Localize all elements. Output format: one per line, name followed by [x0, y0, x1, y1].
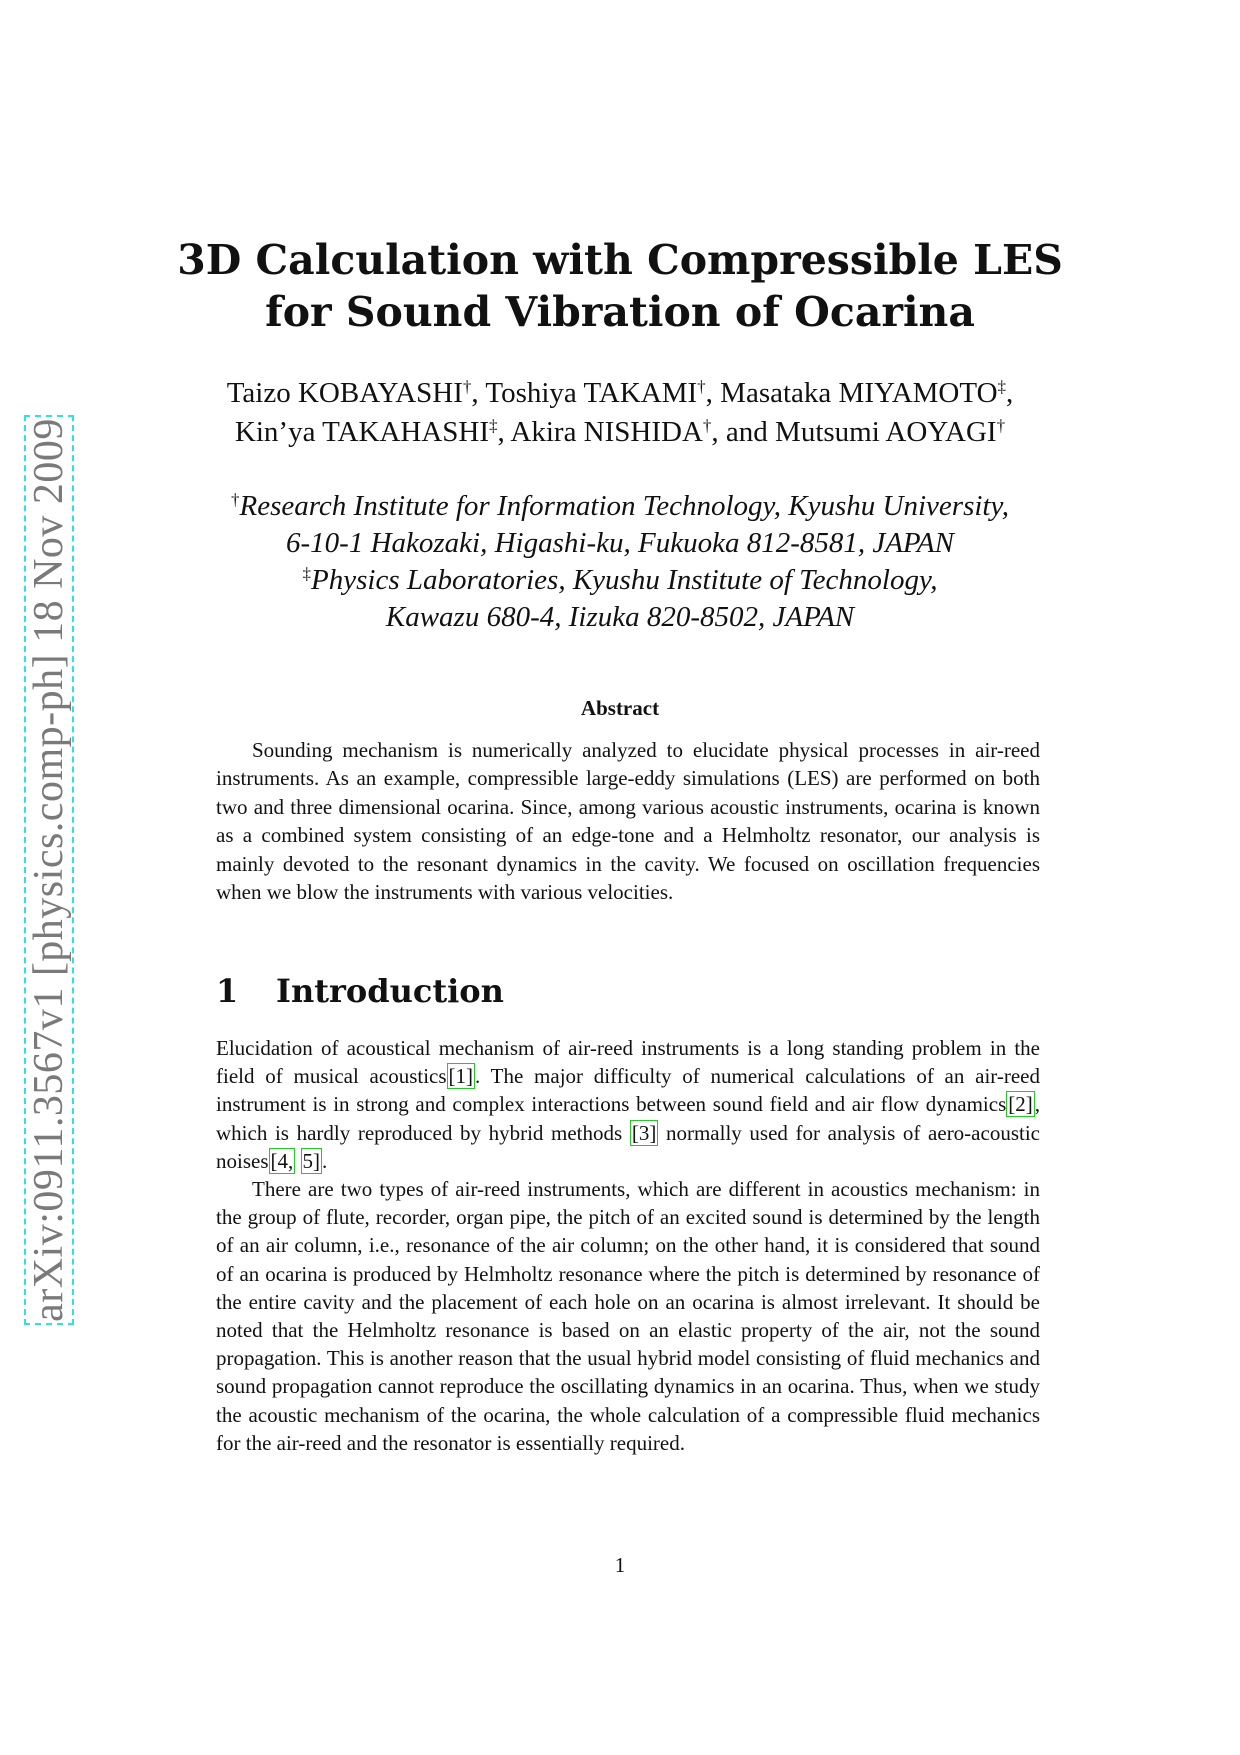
affiliation-mark: †	[702, 416, 712, 435]
section-heading	[216, 972, 504, 1010]
section-number: 1	[216, 972, 239, 1010]
introduction-body	[216, 1034, 1040, 1457]
author-name: Kin’ya TAKAHASHI	[234, 416, 489, 448]
abstract-heading: Abstract	[580, 696, 660, 720]
page-number: 1	[614, 1553, 626, 1577]
paragraph-text: .	[322, 1148, 328, 1173]
affiliation-mark: †	[462, 377, 472, 396]
affiliation-mark: †	[697, 377, 706, 396]
author-name: Mutsumi AOYAGI	[775, 416, 997, 448]
author-separator: ,	[497, 416, 511, 448]
affiliation-mark: ‡	[302, 564, 312, 583]
affiliation-text: Physics Laboratories, Kyushu Institute of Technology,	[311, 564, 938, 596]
paragraph-text: . The major difficulty of numerical calculations of an air-reed instrument is in strong and complex interactions between sound field and air flow dynamics	[216, 1064, 1040, 1117]
paragraph-text: , which is hardly reproduced by hybrid methods	[216, 1092, 1040, 1145]
paragraph	[216, 1034, 1040, 1175]
author-name: Toshiya TAKAMI	[485, 377, 698, 409]
author-separator: ,	[705, 377, 721, 409]
affiliation-mark: ‡	[997, 377, 1007, 396]
arxiv-identifier-text: arXiv:0911.3567v1 [physics.comp-ph] 18 Nov 2009	[26, 418, 72, 1322]
author-line-2	[0, 413, 1240, 452]
citation-link[interactable]: [1]	[448, 1064, 474, 1089]
affiliation-line-1	[0, 488, 1240, 525]
affiliation-line-2: 6-10-1 Hakozaki, Higashi-ku, Fukuoka 812-8581, JAPAN	[286, 527, 954, 559]
paragraph-text	[295, 1149, 300, 1173]
affiliation-text: Research Institute for Information Technology, Kyushu University,	[239, 490, 1009, 522]
title-line-1: 3D Calculation with Compressible LES	[177, 236, 1063, 284]
section-title: Introduction	[276, 972, 504, 1010]
paragraph: There are two types of air-reed instruments, which are different in acoustics mechanism: in the group of flute, recorder, organ pipe, the pitch of an excited sound is determined by the length of an air column, i.e., resonance of the air column; on the other hand, it is considered that sound of an ocarina is produced by Helmholtz resonance where the pitch is determined by resonance of the entire cavity and the placement of each hole on an ocarina is almost irrelevant. It should be noted that the Helmholtz resonance is based on an elastic property of the air, not the sound propagation. This is another reason that the usual hybrid model consisting of fluid mechanics and sound propagation cannot reproduce the oscillating dynamics in an ocarina. Thus, when we study the acoustic mechanism of the ocarina, the whole calculation of a compressible fluid mechanics for the air-reed and the resonator is essentially required.	[216, 1177, 1040, 1455]
paper-title	[0, 234, 1240, 338]
author-conjunction: , and	[711, 416, 776, 448]
affiliation-line-3	[0, 562, 1240, 599]
citation-link[interactable]: 5]	[302, 1148, 320, 1173]
citation-link[interactable]: [3]	[631, 1120, 657, 1145]
author-name: Akira NISHIDA	[510, 416, 703, 448]
affiliation-line-4: Kawazu 680-4, Iizuka 820-8502, JAPAN	[385, 601, 855, 633]
affiliation-mark: †	[996, 416, 1006, 435]
citation-link[interactable]: [4,	[270, 1148, 294, 1173]
author-name: Masataka MIYAMOTO	[720, 377, 998, 409]
citation-link[interactable]: [2]	[1008, 1092, 1033, 1117]
author-line-1: Taizo KOBAYASHI†, Toshiya TAKAMI†, Masataka MIYAMOTO‡,	[226, 377, 1014, 409]
paragraph-text: normally used for analysis of aero-acoustic noises	[216, 1120, 1040, 1173]
abstract-text: Sounding mechanism is numerically analyzed to elucidate physical processes in air-reed instruments. As an example, compressible large-eddy simulations (LES) are performed on both two and three dimensional ocarina. Since, among various acoustic instruments, ocarina is known as a combined system consisting of an edge-tone and a Helmholtz resonator, our analysis is mainly devoted to the resonant dynamics in the cavity. We focused on oscillation frequencies when we blow the instruments with various velocities.	[216, 738, 1040, 905]
author-name: Taizo KOBAYASHI	[226, 377, 463, 409]
author-list	[0, 374, 1240, 452]
title-line-2: for Sound Vibration of Ocarina	[265, 288, 975, 336]
author-separator: ,	[471, 377, 486, 409]
paragraph-text: Elucidation of acoustical mechanism of air-reed instruments is a long standing problem in the field of musical acoustics	[216, 1036, 1040, 1089]
affiliation-mark: †	[230, 490, 240, 509]
affiliations	[0, 488, 1240, 636]
affiliation-mark: ‡	[489, 416, 498, 435]
